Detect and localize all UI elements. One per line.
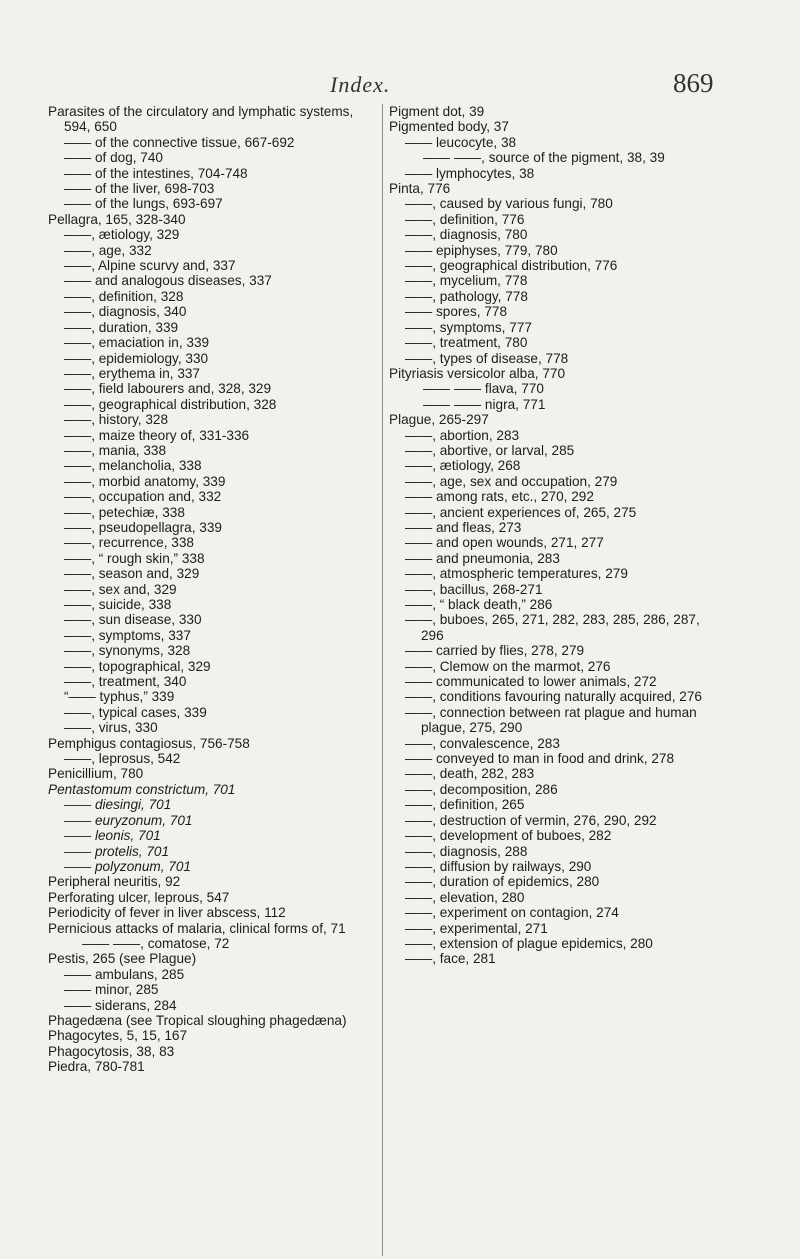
index-column-left: [48, 104, 368, 1075]
index-subentry: —— protelis, 701: [64, 843, 170, 859]
index-subentry: ——, pathology, 778: [405, 288, 528, 304]
index-subentry: ——, connection between rat plague and human plague, 275, 290: [405, 704, 697, 736]
index-subentry: “—— typhus,” 339: [64, 689, 175, 705]
index-subentry: —— and pneumonia, 283: [405, 550, 560, 566]
column-divider: [382, 104, 383, 1256]
index-subentry: ——, erythema in, 337: [64, 365, 200, 381]
index-entry: Pellagra, 165, 328-340: [48, 211, 186, 227]
index-subentry: ——, definition, 265: [405, 797, 525, 813]
index-subentry: ——, decomposition, 286: [405, 781, 558, 797]
index-subentry: ——, experimental, 271: [405, 920, 548, 936]
index-subentry: ——, synonyms, 328: [64, 643, 191, 659]
index-entry: Plague, 265-297: [389, 412, 489, 428]
index-subentry: —— —— flava, 770: [423, 381, 544, 397]
index-subentry: ——, abortion, 283: [405, 427, 520, 443]
index-entry: Pigment dot, 39: [389, 104, 485, 119]
index-subentry: ——, Alpine scurvy and, 337: [64, 258, 236, 274]
index-entry: Pityriasis versicolor alba, 770: [389, 365, 566, 381]
index-subentry: ——, epidemiology, 330: [64, 350, 209, 366]
index-entry: Penicillium, 780: [48, 766, 144, 782]
index-subentry: ——, geographical distribution, 776: [405, 258, 618, 274]
index-subentry: ——, buboes, 265, 271, 282, 283, 285, 286, 287, 296: [405, 612, 700, 643]
index-subentry: ——, melancholia, 338: [64, 458, 202, 474]
index-entry: Periodicity of fever in liver abscess, 112: [48, 905, 286, 921]
index-subentry: —— of the lungs, 693-697: [64, 196, 223, 212]
index-subentry: —— siderans, 284: [64, 997, 177, 1013]
index-entry: Phagocytes, 5, 15, 167: [48, 1028, 188, 1044]
index-subentry: ——, leprosus, 542: [64, 751, 181, 767]
index-subentry: ——, Clemow on the marmot, 276: [405, 658, 611, 674]
index-subentry: —— conveyed to man in food and drink, 278: [405, 751, 675, 767]
index-entry: Phagedæna (see Tropical sloughing phagedæna): [48, 1012, 347, 1028]
index-entry: Pestis, 265 (see Plague): [48, 951, 197, 967]
index-subentry: ——, caused by various fungi, 780: [405, 196, 613, 212]
index-subentry: ——, emaciation in, 339: [64, 335, 210, 351]
index-subentry: ——, pseudopellagra, 339: [64, 519, 222, 535]
index-subentry: ——, petechiæ, 338: [64, 504, 185, 520]
index-subentry: ——, convalescence, 283: [405, 735, 560, 751]
index-subentry: —— carried by flies, 278, 279: [405, 643, 585, 659]
index-subentry: ——, morbid anatomy, 339: [64, 473, 226, 489]
index-subentry: ——, maize theory of, 331-336: [64, 427, 250, 443]
index-entry: Pentastomum constrictum, 701: [48, 781, 236, 797]
index-subentry: ——, “ rough skin,” 338: [64, 550, 205, 566]
index-subentry: —— leucocyte, 38: [405, 134, 517, 150]
index-subentry: ——, definition, 776: [405, 211, 525, 227]
index-subentry: ——, age, sex and occupation, 279: [405, 473, 618, 489]
index-subentry: ——, treatment, 780: [405, 335, 528, 351]
index-subentry: ——, atmospheric temperatures, 279: [405, 566, 628, 582]
index-subentry: ——, “ black death,” 286: [405, 597, 553, 612]
index-subentry: ——, ancient experiences of, 265, 275: [405, 504, 637, 520]
page-number: 869: [673, 68, 714, 98]
index-subentry: —— of the intestines, 704-748: [64, 165, 248, 181]
index-subentry: —— among rats, etc., 270, 292: [405, 489, 594, 505]
index-subentry: ——, season and, 329: [64, 566, 200, 582]
index-subentry: ——, development of buboes, 282: [405, 828, 612, 844]
index-subentry: —— of the connective tissue, 667-692: [64, 134, 295, 150]
index-subentry: ——, mycelium, 778: [405, 273, 528, 289]
index-subentry: ——, extension of plague epidemics, 280: [405, 935, 653, 951]
index-subentry: —— spores, 778: [405, 304, 507, 320]
index-subentry: ——, recurrence, 338: [64, 535, 194, 551]
index-subentry: ——, typical cases, 339: [64, 704, 207, 720]
index-entry: Perforating ulcer, leprous, 547: [48, 889, 230, 905]
running-title: Index.: [330, 72, 391, 97]
index-entry: Piedra, 780-781: [48, 1059, 145, 1075]
index-subentry: ——, face, 281: [405, 951, 496, 967]
index-subentry: ——, field labourers and, 328, 329: [64, 381, 272, 397]
index-subentry: ——, destruction of vermin, 276, 290, 292: [405, 812, 657, 828]
index-subentry: ——, sun disease, 330: [64, 612, 202, 628]
running-head: [0, 66, 800, 106]
index-subentry: ——, symptoms, 337: [64, 627, 191, 643]
index-entry: Parasites of the circulatory and lymphatic systems, 594, 650: [48, 104, 354, 135]
index-subentry: —— lymphocytes, 38: [405, 165, 535, 181]
index-subentry: ——, elevation, 280: [405, 889, 525, 905]
index-subentry: ——, diagnosis, 340: [64, 304, 187, 320]
index-subentry: ——, occupation and, 332: [64, 489, 222, 505]
index-subentry: ——, symptoms, 777: [405, 319, 532, 335]
index-entry: Phagocytosis, 38, 83: [48, 1043, 175, 1059]
index-subentry: ——, conditions favouring naturally acquired, 276: [405, 689, 702, 705]
index-subentry: ——, ætiology, 268: [405, 458, 521, 474]
index-subentry: —— euryzonum, 701: [64, 812, 193, 828]
index-entry: Peripheral neuritis, 92: [48, 874, 181, 890]
index-subentry: —— ——, comatose, 72: [82, 935, 230, 951]
index-subentry: ——, treatment, 340: [64, 674, 187, 690]
index-subentry: ——, definition, 328: [64, 288, 184, 304]
index-subentry: —— epiphyses, 779, 780: [405, 242, 558, 258]
index-subentry: ——, diagnosis, 780: [405, 227, 528, 243]
index-subentry: ——, virus, 330: [64, 720, 158, 736]
index-subentry: ——, duration of epidemics, 280: [405, 874, 600, 890]
index-subentry: ——, diffusion by railways, 290: [405, 858, 592, 874]
index-subentry: ——, suicide, 338: [64, 597, 172, 612]
index-subentry: —— diesingi, 701: [64, 797, 172, 813]
index-subentry: —— and fleas, 273: [405, 519, 522, 535]
index-entry: Pigmented body, 37: [389, 119, 509, 135]
index-column-right: [389, 104, 719, 967]
index-subentry: ——, geographical distribution, 328: [64, 396, 277, 412]
index-subentry: ——, duration, 339: [64, 319, 179, 335]
index-entry: Pernicious attacks of malaria, clinical forms of, 71: [48, 920, 346, 936]
index-subentry: ——, ætiology, 329: [64, 227, 180, 243]
index-subentry: ——, diagnosis, 288: [405, 843, 528, 859]
index-subentry: —— —— nigra, 771: [423, 396, 546, 412]
index-subentry: —— of dog, 740: [64, 150, 163, 166]
index-subentry: —— and open wounds, 271, 277: [405, 535, 604, 551]
index-subentry: —— of the liver, 698-703: [64, 181, 215, 197]
index-subentry: ——, sex and, 329: [64, 581, 177, 597]
index-subentry: ——, topographical, 329: [64, 658, 211, 674]
index-subentry: —— leonis, 701: [64, 828, 161, 844]
index-entry: Pinta, 776: [389, 181, 451, 197]
index-subentry: ——, age, 332: [64, 242, 152, 258]
index-subentry: —— communicated to lower animals, 272: [405, 674, 657, 690]
index-subentry: ——, bacillus, 268-271: [405, 581, 543, 597]
index-subentry: ——, history, 328: [64, 412, 169, 428]
index-subentry: ——, types of disease, 778: [405, 350, 569, 366]
index-subentry: —— minor, 285: [64, 982, 159, 998]
index-subentry: —— ambulans, 285: [64, 966, 185, 982]
index-subentry: —— and analogous diseases, 337: [64, 273, 272, 289]
index-subentry: ——, experiment on contagion, 274: [405, 905, 619, 921]
index-subentry: ——, death, 282, 283: [405, 766, 535, 782]
index-subentry: —— polyzonum, 701: [64, 858, 191, 874]
index-subentry: ——, mania, 338: [64, 442, 166, 458]
index-subentry: —— ——, source of the pigment, 38, 39: [423, 150, 665, 166]
index-subentry: ——, abortive, or larval, 285: [405, 442, 575, 458]
index-entry: Pemphigus contagiosus, 756-758: [48, 735, 250, 751]
